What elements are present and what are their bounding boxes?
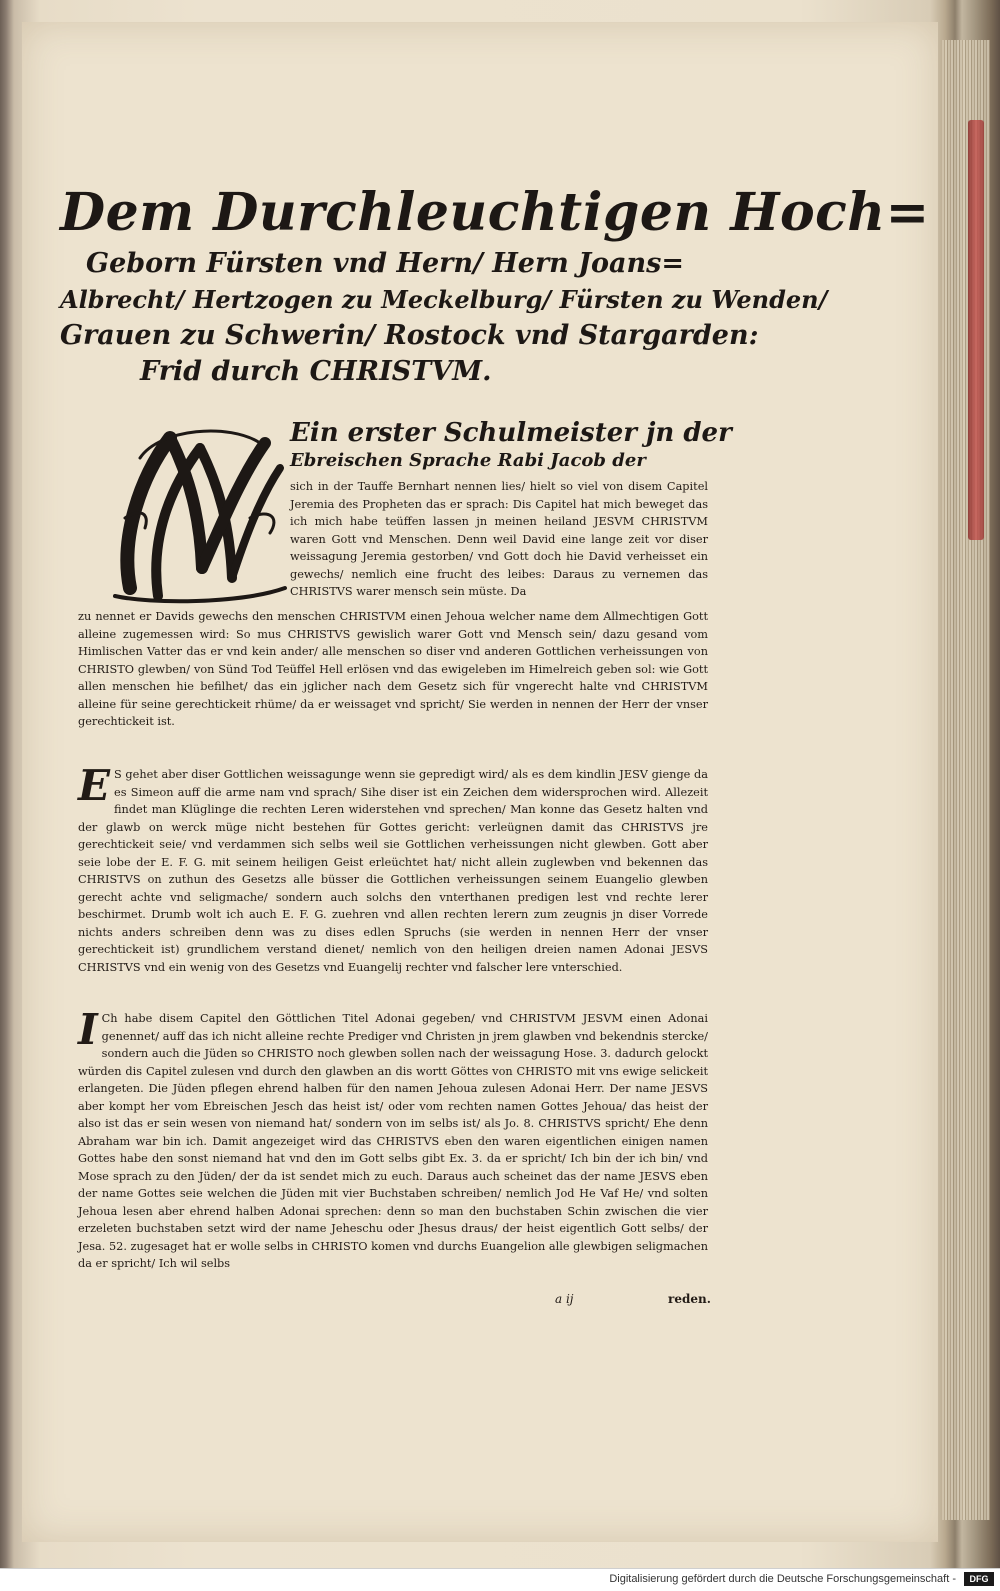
catchword: reden. <box>668 1292 711 1306</box>
digitization-footer <box>0 1568 1000 1591</box>
heading-line-3: Albrecht/ Hertzogen zu Meckelburg/ Fürsten zu Wenden/ <box>60 285 828 314</box>
paragraph-1-full-text: zu nennet er Davids gewechs den menschen CHRISTVM einen Jehoua welcher name dem Allmechtigen Gott alleine zugemessen wird: So mus CHRISTVS gewislich warer Gott vnd Mensch sein/ dazu gesand vom Himlischen Vatter das er vnd kein ander/ alle menschen so diser vnd anderen Gottlichen verheissungen von CHRISTO glewben/ von Sünd Tod Teüffel Hell erlösen vnd das ewigeleben im Himelreich geben sol: wie Gott allen menschen hie befilhet/ das ein jglicher nach dem Gesetz sich für vngerecht halte vnd CHRISTVM alleine für seine gerechtickeit rhüme/ da er weissaget vnd spricht/ Sie werden in nennen der Herr der vnser gerechtickeit ist. <box>78 610 708 728</box>
paragraph-1-indented-text: sich in der Tauffe Bernhart nennen lies/ hielt so viel von disem Capitel Jeremia des Propheten das er sprach: Dis Capitel hat mich beweget das ich mich habe teüffen lassen jn meinen heiland JESVM CHRISTVM waren Gott vnd Menschen. Denn weil David eine lange zeit vor diser weissagung Jeremia gestorben/ vnd Gott doch hie David verheisset ein gewechs/ nemlich eine frucht des leibes: Daraus zu vernemen das CHRISTVS warer mensch sein müste. Da <box>290 480 708 598</box>
paragraph-3-text: Ch habe disem Capitel den Göttlichen Titel Adonai gegeben/ vnd CHRISTVM JESVM einen Adonai genennet/ auff das ich nicht alleine rechte Prediger vnd Christen jn jrem glawben vnd bekendnis stercke/ sondern auch die Jüden so CHRISTO noch glewben sollen nach der weissagung Hose. 3. dadurch gelockt würden dis Capitel zulesen vnd durch den glawben an dis wortt Göttes von CHRISTO mit vns ewige selickeit erlangeten. Die Jüden pflegen ehrend halben für den namen Jehoua zulesen Adonai Herr. Der name JESVS aber kompt her vom Ebreischen Jesch das heist ist/ oder vom rechten namen Gottes Jehoua/ das heist der also ist das er sein wesen von niemand hat/ sondern von im selbs ist/ als Jo. 8. CHRISTVS spricht/ Ehe denn Abraham war bin ich. Damit angezeiget wird das CHRISTVS eben den waren eigentlichen einigen namen Gottes habe den sonst niemand hat vnd den im Gott selbs gibt Ex. 3. da er spricht/ Ich bin der ich bin/ vnd Mose sprach zu den Jüden/ der da ist sendet mich zu euch. Daraus auch scheinet das der name JESVS eben der name Gottes seie welchen die Jüden mit vier Buchstaben schreiben/ nemlich Jod He Vaf He/ vnd solten Jehoua lesen aber ehrend halben Adonai sprechen: denn so man den buchstaben Schin zwischen die vier erzeleten buchstaben setzt wird der name Jeheschu oder Jhesus draus/ der heist eigentlich Gott selbs/ der Jesa. 52. zugesaget hat er wolle selbs in CHRISTO komen vnd durchs Euangelion alle glewbigen seligmachen da er spricht/ Ich wil selbs <box>78 1012 708 1270</box>
heading-line-5: Frid durch CHRISTVM. <box>140 356 492 387</box>
paragraph-2-text: S gehet aber diser Gottlichen weissagunge wenn sie gepredigt wird/ als es dem kindlin JESV gienge da es Simeon auff die arme nam vnd sprach/ Sihe diser ist ein Zeichen dem widersprochen wird. Allezeit findet man Klüglinge die rechten Leren widerstehen vnd sprechen/ Man konne das Gesetz halten vnd der glawb on werck müge nicht bestehen für Gottes gericht: verleügnen damit das CHRISTVS jre gerechtickeit seie/ vnd verdammen sich selbs weil sie Gottlichen verheissungen nicht glewben. Gott aber seie lobe der E. F. G. mit seinem heiligen Geist erleüchtet hat/ nicht allein zuglewben vnd bekennen das CHRISTVS on zuthun des Gesetzs alle büsser die Gottlichen verheissungen seinem Euangelio glewben gerecht achte vnd seligmache/ sondern auch solchs den vnterthanen predigen lest vnd rechte lerer beschirmet. Drumb wolt ich auch E. F. G. zuehren vnd allen rechten lerern zum zeugnis jn diser Vorrede nichts anders schreiben denn was zu dises edlen Spruchs (sie werden in nennen Herr der vnser gerechtickeit ist) grundlichem verstand dienet/ nemlich von den heiligen dreien namen Adonai JESVS CHRISTVS vnd ein wenig von des Gesetzs vnd Euangelij rechter vnd falscher lere vnterschied. <box>78 768 708 974</box>
paragraph-1-first-line: Ein erster Schulmeister jn der <box>290 418 732 448</box>
heading-line-4: Grauen zu Schwerin/ Rostock vnd Stargarden: <box>60 320 759 351</box>
paragraph-1-second-line: Ebreischen Sprache Rabi Jacob der <box>290 450 646 471</box>
paragraph-3-dropcap: I <box>78 1005 98 1054</box>
heading-line-2: Geborn Fürsten vnd Hern/ Hern Joans= <box>86 248 684 279</box>
paragraph-2-dropcap: E <box>78 761 111 810</box>
bookmark-ribbon <box>968 120 984 540</box>
decorated-initial-icon <box>110 418 288 606</box>
heading-line-1: Dem Durchleuchtigen Hoch= <box>60 182 930 243</box>
signature-mark: a ij <box>555 1292 574 1306</box>
funding-credit: Digitalisierung gefördert durch die Deutsche Forschungsgemeinschaft - <box>609 1573 956 1585</box>
dfg-logo-icon: DFG <box>964 1572 994 1586</box>
dedication-heading <box>60 180 930 390</box>
paragraph-2 <box>78 761 708 976</box>
paragraph-3 <box>78 1005 708 1273</box>
